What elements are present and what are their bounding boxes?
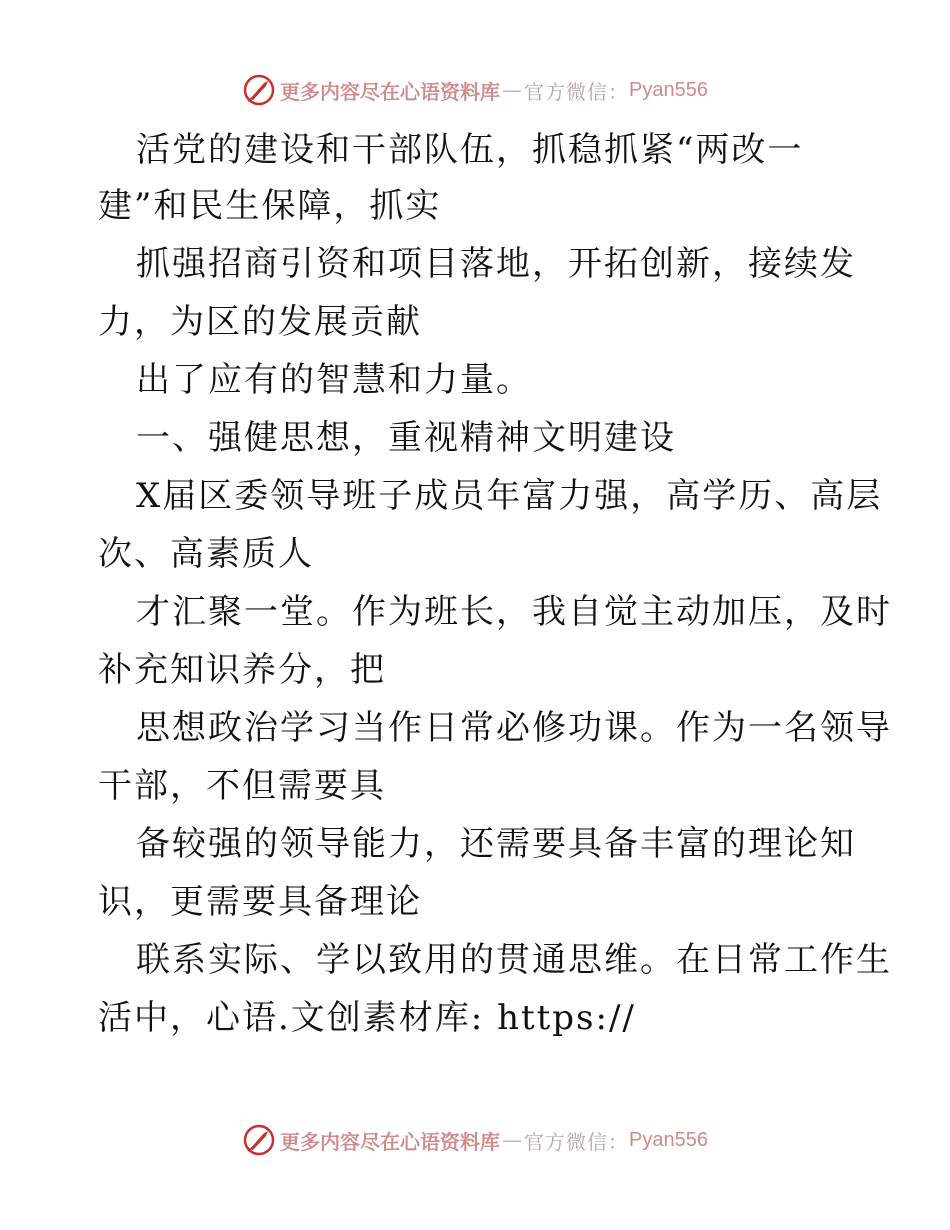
header-watermark xyxy=(0,70,950,110)
text-line-3: 抓强招商引资和项目落地，开拓创新，接续发 xyxy=(136,244,856,284)
text-line-2: 建”和民生保障，抓实 xyxy=(98,186,442,226)
watermark-dash: — xyxy=(502,1128,523,1152)
text-line-4: 力，为区的发展贡献 xyxy=(98,302,422,342)
text-line-16: 活中，心语.文创素材库: https:// xyxy=(98,998,636,1038)
text-line-10: 补充知识养分，把 xyxy=(98,650,386,690)
text-line-8: 次、高素质人 xyxy=(98,534,314,574)
footer-watermark xyxy=(0,1120,950,1160)
text-line-15: 联系实际、学以致用的贯通思维。在日常工作生 xyxy=(136,940,892,980)
text-line-14: 识，更需要具备理论 xyxy=(98,882,422,922)
text-line-12: 干部，不但需要具 xyxy=(98,766,386,806)
watermark-site-text: 更多内容尽在心语资料库 xyxy=(280,79,501,104)
text-line-5: 出了应有的智慧和力量。 xyxy=(136,360,532,400)
watermark-wechat-label: 官方微信： xyxy=(524,1129,630,1154)
text-line-1: 活党的建设和干部队伍，抓稳抓紧“两改一 xyxy=(136,130,804,170)
quill-pen-circle-icon xyxy=(242,73,276,107)
watermark-wechat-id: Pyan556 xyxy=(629,78,708,101)
quill-pen-circle-icon xyxy=(242,1123,276,1157)
text-line-11: 思想政治学习当作日常必修功课。作为一名领导 xyxy=(136,708,892,748)
watermark-wechat-label: 官方微信： xyxy=(524,79,630,104)
text-line-7: X届区委领导班子成员年富力强，高学历、高层 xyxy=(136,476,883,516)
watermark-site-text: 更多内容尽在心语资料库 xyxy=(280,1129,501,1154)
section-heading: 一、强健思想，重视精神文明建设 xyxy=(136,418,676,458)
watermark-dash: — xyxy=(502,78,523,102)
watermark-wechat-id: Pyan556 xyxy=(629,1128,708,1151)
text-line-9: 才汇聚一堂。作为班长，我自觉主动加压，及时 xyxy=(136,592,892,632)
text-line-13: 备较强的领导能力，还需要具备丰富的理论知 xyxy=(136,824,856,864)
